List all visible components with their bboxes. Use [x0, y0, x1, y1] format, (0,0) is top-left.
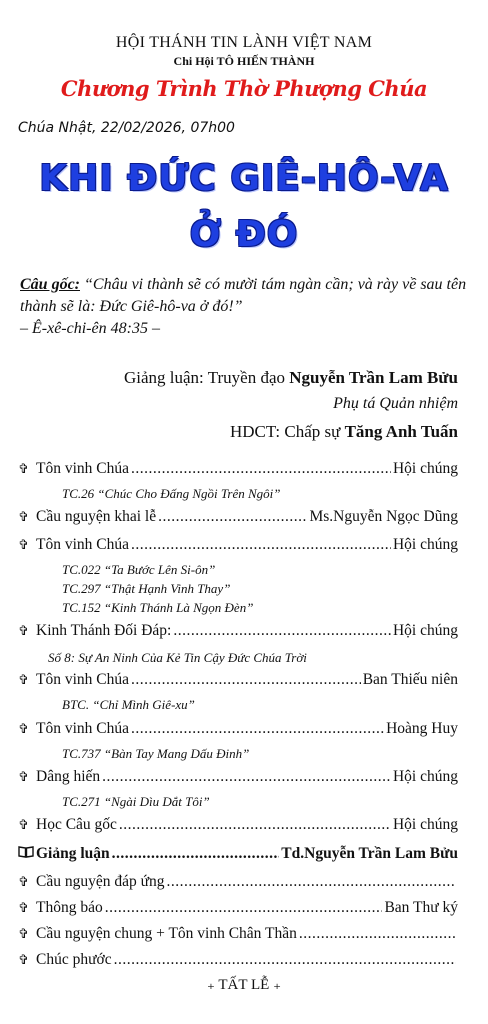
order-item [18, 951, 458, 969]
hymn-line: TC.737 “Bàn Tay Mang Dấu Đinh” [62, 746, 250, 761]
leader-dots [114, 951, 456, 969]
cross-icon: ✞ [18, 770, 29, 785]
leader-dots [112, 845, 280, 863]
church-branch: Chi Hội TÔ HIẾN THÀNH [173, 54, 315, 68]
item-label: Học Câu gốc [36, 816, 117, 833]
cross-icon: ✞ [18, 901, 29, 916]
item-person: Ban Thư ký [384, 899, 458, 916]
cross-icon: ✞ [18, 953, 29, 968]
service-end [0, 975, 488, 994]
church-org: HỘI THÁNH TIN LÀNH VIỆT NAM [115, 34, 373, 51]
item-person: Td.Nguyễn Trần Lam Bửu [281, 845, 458, 862]
leader-dots [119, 816, 391, 834]
leader-dots [131, 536, 391, 554]
preacher-prefix: Giảng luận: Truyền đạo [123, 368, 290, 387]
leader-dots [131, 720, 384, 738]
verse-text: “Châu vi thành sẽ có mười tám ngàn cần; và rày về sau tên thành sẽ là: Đức Giê-hô-va ở đó!” [20, 276, 467, 315]
item-person: Hội chúng [392, 768, 458, 785]
item-person: Hoàng Huy [386, 720, 458, 737]
hdct-name: Tăng Anh Tuấn [344, 422, 458, 441]
preacher-name: Nguyễn Trần Lam Bửu [289, 368, 458, 387]
responsive-reading: Số 8: Sự An Ninh Của Kẻ Tin Cậy Đức Chúa Trời [48, 650, 307, 665]
order-item [18, 768, 458, 786]
item-label: Giảng luận [36, 845, 110, 862]
order-item [18, 720, 458, 738]
end-ornament-left: ₊ [206, 977, 215, 993]
sermon-title-line2: Ở ĐÓ [189, 214, 299, 255]
hdct-line [230, 422, 458, 442]
preacher-line [124, 368, 458, 388]
item-label: Dâng hiến [36, 768, 101, 785]
leader-dots [102, 768, 391, 786]
preacher-role: Phụ tá Quản nhiệm [333, 395, 458, 412]
cross-icon: ✞ [18, 722, 29, 737]
leader-dots [173, 622, 391, 640]
item-label: Chúc phước [36, 951, 112, 968]
order-item-sermon [18, 845, 458, 863]
hdct-prefix: HDCT: Chấp sự [229, 422, 345, 441]
cross-icon: ✞ [18, 927, 29, 942]
item-person: Hội chúng [392, 622, 458, 639]
cross-icon: ✞ [18, 510, 29, 525]
hymn-line: TC.297 “Thật Hạnh Vinh Thay” [62, 581, 231, 596]
item-person: Hội chúng [392, 816, 458, 833]
open-book-icon [18, 846, 36, 862]
order-item [18, 508, 458, 526]
verse-reference: – Ê-xê-chi-ên 48:35 – [20, 320, 160, 337]
hymn-line: TC.26 “Chúc Cho Đấng Ngồi Trên Ngôi” [62, 486, 281, 501]
item-label: Cầu nguyện đáp ứng [36, 873, 165, 890]
end-ornament-right: ₊ [273, 977, 282, 993]
item-person: Hội chúng [392, 460, 458, 477]
order-item [18, 873, 458, 891]
sermon-title-line1: KHI ĐỨC GIÊ-HÔ-VA [39, 158, 449, 199]
leader-dots [131, 460, 391, 478]
order-item [18, 460, 458, 478]
cross-icon: ✞ [18, 462, 29, 477]
hymn-line: TC.152 “Kinh Thánh Là Ngọn Đèn” [62, 600, 254, 615]
open-book-icon-svg [18, 846, 34, 858]
verse-label: Câu gốc: [20, 276, 80, 293]
leader-dots [299, 925, 456, 943]
leader-dots [158, 508, 307, 526]
order-item [18, 925, 458, 943]
order-item [18, 671, 458, 689]
item-label: Tôn vinh Chúa [36, 536, 129, 553]
item-label: Cầu nguyện chung + Tôn vinh Chân Thần [36, 925, 297, 942]
item-label: Cầu nguyện khai lễ [36, 508, 157, 525]
leader-dots [131, 671, 361, 689]
order-item [18, 622, 458, 640]
item-person: Hội chúng [392, 536, 458, 553]
cross-icon: ✞ [18, 673, 29, 688]
order-item [18, 816, 458, 834]
order-item [18, 536, 458, 554]
item-label: Tôn vinh Chúa [36, 720, 129, 737]
leader-dots [167, 873, 456, 891]
cross-icon: ✞ [18, 538, 29, 553]
cross-icon: ✞ [18, 624, 29, 639]
memory-verse [20, 274, 472, 340]
program-title: Chương Trình Thờ Phượng Chúa [60, 76, 428, 101]
hymn-line: BTC. “Chỉ Mình Giê-xu” [62, 697, 195, 712]
leader-dots [105, 899, 383, 917]
item-label: Kinh Thánh Đối Đáp: [36, 622, 172, 639]
item-label: Tôn vinh Chúa [36, 460, 129, 477]
hymn-line: TC.271 “Ngài Dìu Dắt Tôi” [62, 794, 210, 809]
item-label: Thông báo [36, 899, 103, 916]
hymn-line: TC.022 “Ta Bước Lên Si-ôn” [62, 562, 216, 577]
item-person: Ban Thiếu niên [362, 671, 458, 688]
order-item [18, 899, 458, 917]
item-label: Tôn vinh Chúa [36, 671, 129, 688]
cross-icon: ✞ [18, 818, 29, 833]
item-person: Ms.Nguyễn Ngọc Dũng [309, 508, 458, 525]
cross-icon: ✞ [18, 875, 29, 890]
service-date: Chúa Nhật, 22/02/2026, 07h00 [18, 120, 235, 136]
end-text: TẤT LỄ [218, 977, 270, 993]
